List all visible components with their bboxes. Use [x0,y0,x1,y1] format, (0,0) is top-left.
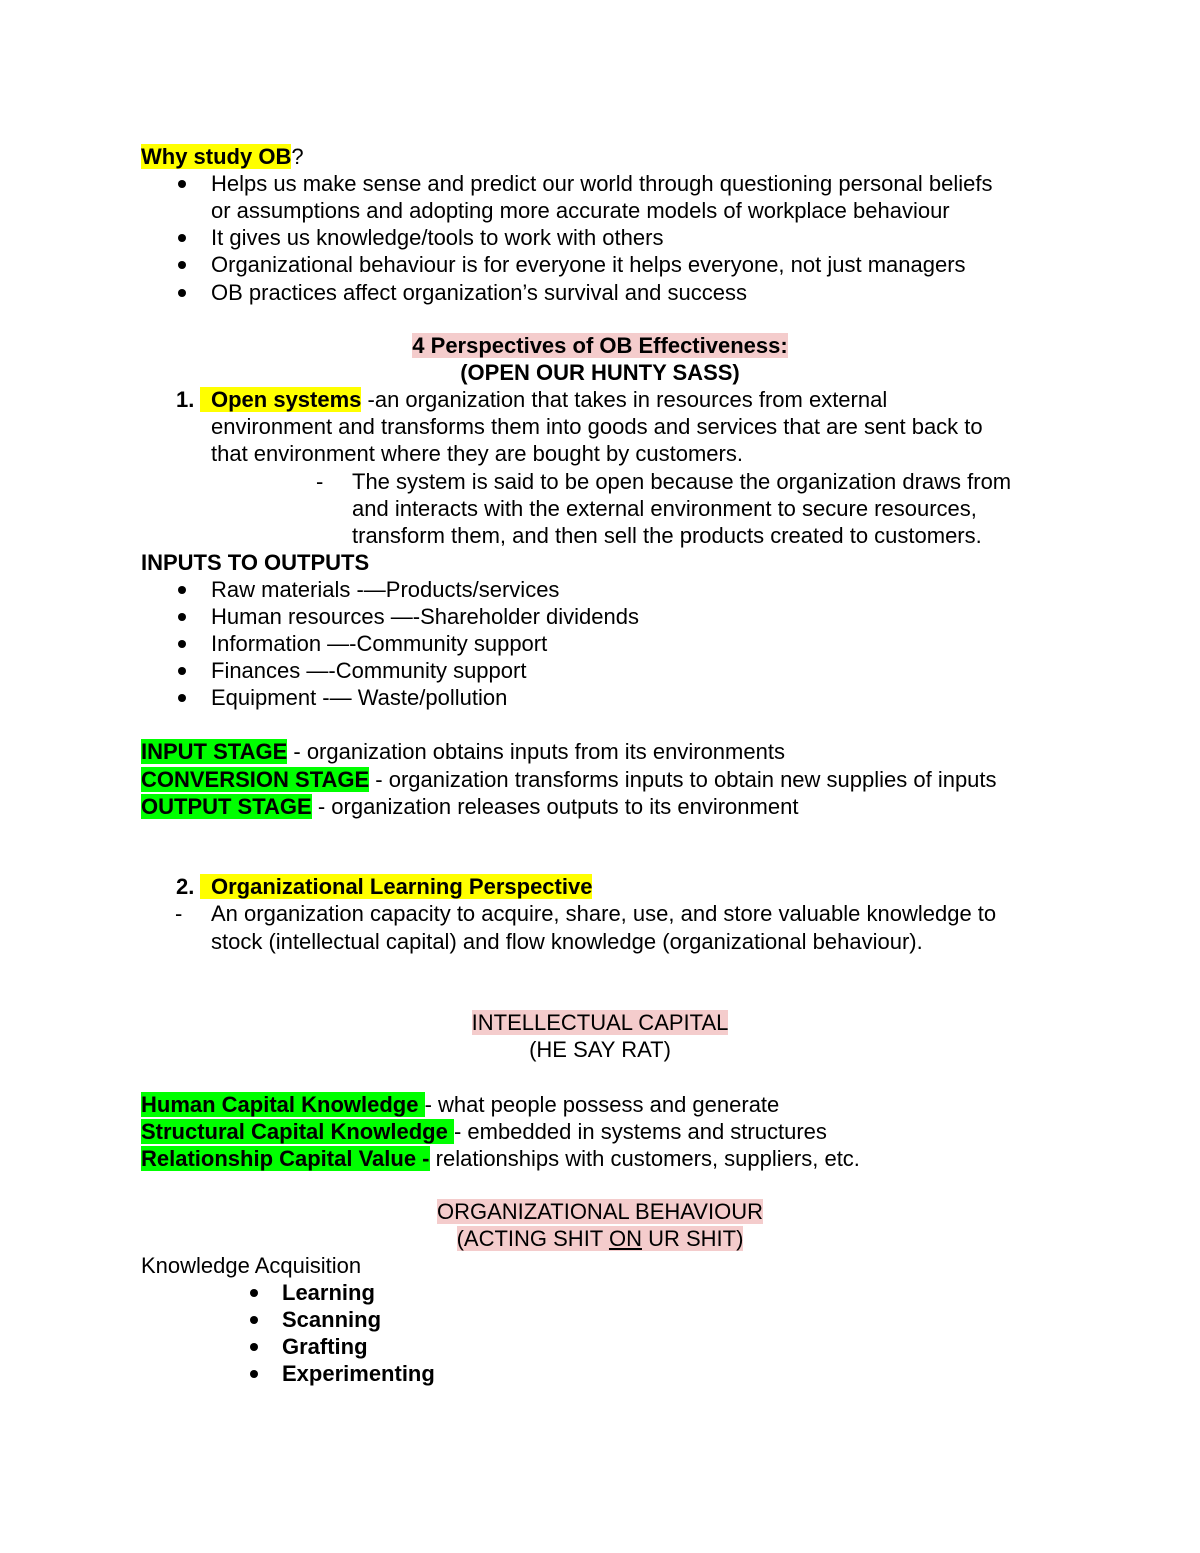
stage-line: CONVERSION STAGE - organization transforms inputs to obtain new supplies of inputs [141,767,997,792]
capital-line: Relationship Capital Value - relationships with customers, suppliers, etc. [141,1146,860,1171]
bullet-icon [178,586,186,594]
perspectives-heading: 4 Perspectives of OB Effectiveness: [412,333,788,358]
bullet-icon [178,180,186,188]
bullet-icon [178,640,186,648]
io-item: Raw materials -—Products/services [211,577,560,602]
bullet-icon [178,613,186,621]
open-systems-sub-line: The system is said to be open because the organization draws from [352,469,1012,494]
bullet-icon [178,694,186,702]
stage-term: CONVERSION STAGE [141,767,370,792]
intellectual-capital-heading: INTELLECTUAL CAPITAL [471,1010,729,1035]
stage-term: OUTPUT STAGE [141,794,312,819]
bullet-icon [250,1370,258,1378]
bullet-icon [178,261,186,269]
org-learning-heading: Organizational Learning Perspective [200,873,592,900]
why-bullet-continuation: or assumptions and adopting more accurate models of workplace behaviour [211,198,950,223]
capital-line: Human Capital Knowledge - what people possess and generate [141,1092,780,1117]
bullet-icon [250,1289,258,1297]
stage-line: INPUT STAGE - organization obtains inputs from its environments [141,739,785,764]
why-heading [141,143,304,170]
knowledge-acquisition-heading: Knowledge Acquisition [141,1253,362,1278]
why-bullet: OB practices affect organization’s survival and success [211,280,748,305]
why-title-suffix: ? [291,144,304,169]
org-learning-line: An organization capacity to acquire, share, use, and store valuable knowledge to [211,901,997,926]
perspectives-mnemonic: (OPEN OUR HUNTY SASS) [460,360,740,385]
open-systems-sub-line: and interacts with the external environment to secure resources, [352,496,977,521]
org-behaviour-heading: ORGANIZATIONAL BEHAVIOUR [437,1199,763,1224]
open-systems-line: environment and transforms them into goods and services that are sent back to [211,414,983,439]
capital-line: Structural Capital Knowledge - embedded in systems and structures [141,1119,827,1144]
acquisition-item: Learning [282,1280,375,1305]
acquisition-item: Experimenting [282,1361,435,1386]
io-item: Finances —-Community support [211,658,527,683]
open-systems-term: Open systems [200,387,361,412]
dash-marker: - [316,469,324,494]
bullet-icon [178,234,186,242]
why-title: Why study OB [141,144,292,169]
bullet-icon [178,667,186,675]
capital-term: Relationship Capital Value - [141,1146,430,1171]
open-systems-line: Open systems -an organization that takes in resources from external [200,386,887,413]
dash-marker: - [175,901,183,926]
bullet-icon [178,289,186,297]
capital-term: Structural Capital Knowledge [141,1119,454,1144]
inputs-outputs-heading: INPUTS TO OUTPUTS [141,550,370,575]
stage-line: OUTPUT STAGE - organization releases outputs to its environment [141,794,799,819]
stage-term: INPUT STAGE [141,739,288,764]
acquisition-item: Scanning [282,1307,382,1332]
capital-term: Human Capital Knowledge [141,1092,425,1117]
open-systems-sub-line: transform them, and then sell the products created to customers. [352,523,982,548]
org-learning-line: stock (intellectual capital) and flow knowledge (organizational behaviour). [211,929,923,954]
why-bullet: It gives us knowledge/tools to work with others [211,225,664,250]
io-item: Human resources —-Shareholder dividends [211,604,639,629]
acquisition-item: Grafting [282,1334,368,1359]
why-bullet: Organizational behaviour is for everyone it helps everyone, not just managers [211,252,966,277]
bullet-icon [250,1316,258,1324]
open-systems-line: that environment where they are bought by customers. [211,441,743,466]
org-behaviour-mnemonic: (ACTING SHIT ON UR SHIT) [456,1226,744,1251]
list-number: 1. [176,387,195,412]
bullet-icon [250,1343,258,1351]
list-number: 2. [176,874,195,899]
why-bullet: Helps us make sense and predict our world through questioning personal beliefs [211,171,993,196]
io-item: Information —-Community support [211,631,548,656]
intellectual-capital-mnemonic: (HE SAY RAT) [529,1037,671,1062]
io-item: Equipment -— Waste/pollution [211,685,508,710]
